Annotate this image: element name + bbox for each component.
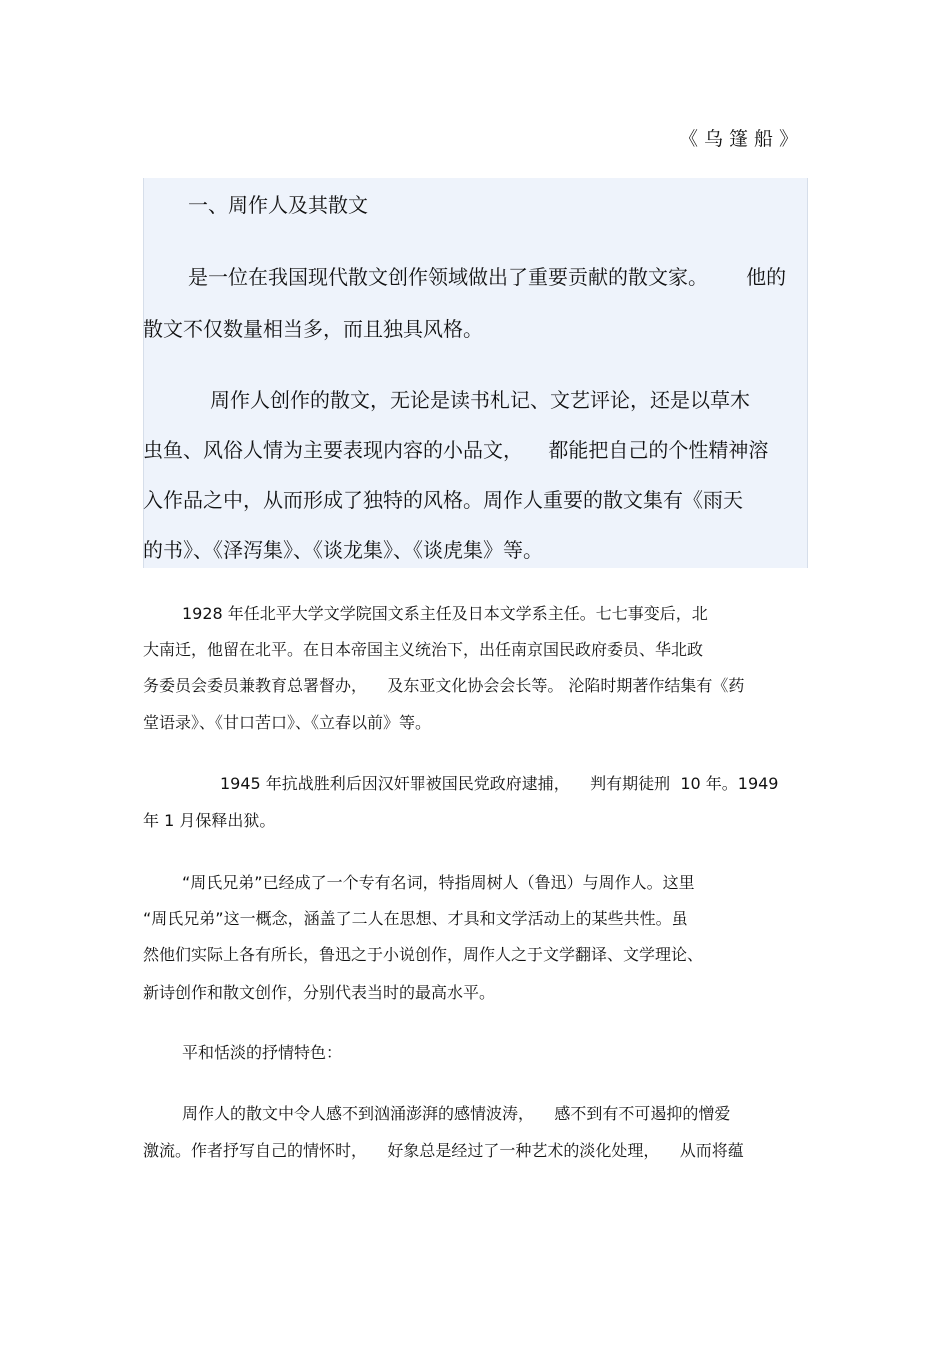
paragraph-line: 平和恬淡的抒情特色： (182, 1043, 343, 1062)
paragraph-line: 1928 年任北平大学文学院国文系主任及日本文学系主任。七七事变后，北 (182, 604, 708, 623)
document-title: 《乌篷船》 (678, 128, 804, 150)
paragraph-line: 是一位在我国现代散文创作领域做出了重要贡献的散文家。 他的 (188, 265, 787, 289)
paragraph-line: 激流。作者抒写自己的情怀时， 好象总是经过了一种艺术的淡化处理， 从而将蕴 (143, 1141, 744, 1160)
paragraph-line: 周作人的散文中令人感不到汹涌澎湃的感情波涛， 感不到有不可遏抑的憎爱 (182, 1104, 731, 1123)
paragraph-line: 周作人创作的散文，无论是读书札记、文艺评论，还是以草木 (210, 388, 750, 412)
paragraph-line: “周氏兄弟”已经成了一个专有名词，特指周树人（鲁迅）与周作人。这里 (182, 873, 695, 892)
paragraph-line: 堂语录》、《甘口苦口》、《立春以前》等。 (143, 713, 432, 732)
paragraph-line: 的书》、《泽泻集》、《谈龙集》、《谈虎集》等。 (143, 538, 543, 562)
paragraph-line: 1945 年抗战胜利后因汉奸罪被国民党政府逮捕， 判有期徒刑 10 年。1949 (220, 774, 779, 793)
section-heading: 一、周作人及其散文 (188, 193, 368, 217)
paragraph-line: 散文不仅数量相当多，而且独具风格。 (143, 317, 483, 341)
paragraph-line: 大南迁，他留在北平。在日本帝国主义统治下，出任南京国民政府委员、华北政 (143, 640, 704, 659)
paragraph-line: 年 1 月保释出狱。 (143, 811, 276, 830)
paragraph-line: 入作品之中，从而形成了独特的风格。周作人重要的散文集有《雨天 (143, 488, 743, 512)
paragraph-line: 新诗创作和散文创作，分别代表当时的最高水平。 (143, 983, 496, 1002)
paragraph-line: “周氏兄弟”这一概念，涵盖了二人在思想、才具和文学活动上的某些共性。虽 (143, 909, 688, 928)
paragraph-line: 然他们实际上各有所长，鲁迅之于小说创作，周作人之于文学翻译、文学理论、 (143, 945, 704, 964)
paragraph-line: 务委员会委员兼教育总署督办， 及东亚文化协会会长等。 沦陷时期著作结集有《药 (143, 676, 745, 695)
paragraph-line: 虫鱼、风俗人情为主要表现内容的小品文， 都能把自己的个性精神溶 (143, 438, 769, 462)
